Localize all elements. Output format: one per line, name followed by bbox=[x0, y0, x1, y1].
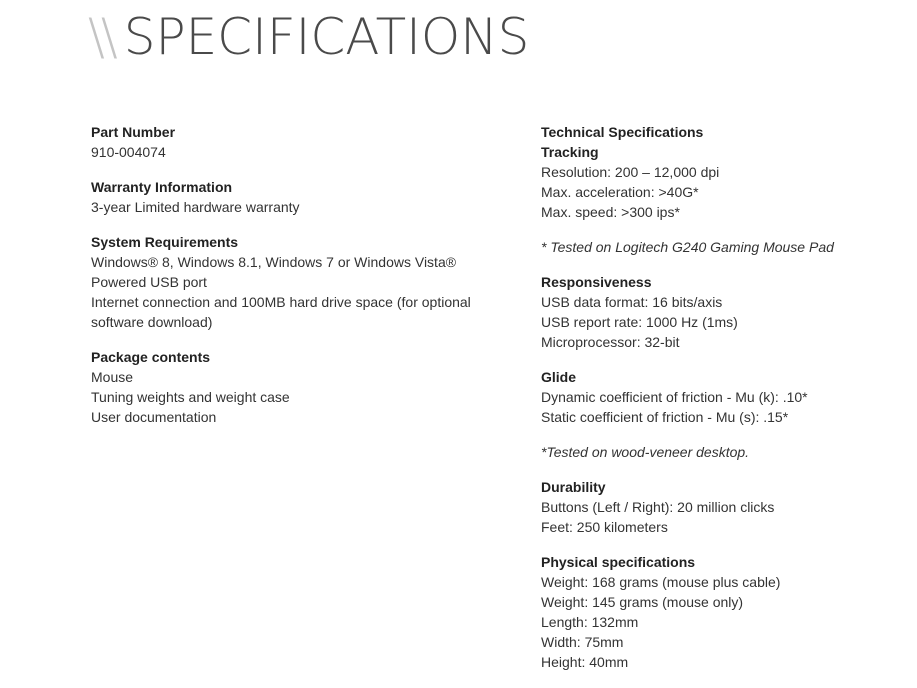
tracking-line: Max. speed: >300 ips* bbox=[541, 204, 680, 220]
part-number-section bbox=[91, 122, 491, 162]
glide-line: Static coefficient of friction - Mu (s): .15* bbox=[541, 409, 789, 425]
warranty-label: Warranty Information bbox=[91, 179, 233, 195]
package-contents-section bbox=[91, 347, 491, 427]
durability-label: Durability bbox=[541, 479, 606, 495]
glide-footnote: *Tested on wood-veneer desktop. bbox=[541, 444, 750, 460]
tracking-label: Tracking bbox=[541, 144, 599, 160]
physical-specifications-line: Weight: 145 grams (mouse only) bbox=[541, 594, 744, 610]
technical-specifications-heading: Technical Specifications bbox=[541, 124, 704, 140]
tracking-line: Resolution: 200 – 12,000 dpi bbox=[541, 164, 720, 180]
physical-specifications-label: Physical specifications bbox=[541, 554, 696, 570]
responsiveness-line: USB report rate: 1000 Hz (1ms) bbox=[541, 314, 738, 330]
specs-right-column bbox=[541, 122, 911, 687]
physical-specifications-line: Width: 75mm bbox=[541, 634, 624, 650]
system-requirements-label: System Requirements bbox=[91, 234, 239, 250]
system-requirements-section bbox=[91, 232, 491, 332]
page-title bbox=[88, 6, 529, 68]
glide-section bbox=[541, 367, 911, 427]
responsiveness-line: Microprocessor: 32-bit bbox=[541, 334, 680, 350]
durability-section bbox=[541, 477, 911, 537]
glide-line: Dynamic coefficient of friction - Mu (k): .10* bbox=[541, 389, 808, 405]
package-contents-item: Mouse bbox=[91, 369, 134, 385]
tracking-section bbox=[541, 122, 911, 222]
system-requirements-line: Powered USB port bbox=[91, 274, 207, 290]
warranty-section bbox=[91, 177, 491, 217]
physical-specifications-line: Height: 40mm bbox=[541, 654, 629, 670]
part-number-label: Part Number bbox=[91, 124, 176, 140]
responsiveness-label: Responsiveness bbox=[541, 274, 652, 290]
system-requirements-line: Windows® 8, Windows 8.1, Windows 7 or Windows Vista® bbox=[91, 254, 457, 270]
warranty-value: 3-year Limited hardware warranty bbox=[91, 199, 300, 215]
physical-specifications-section bbox=[541, 552, 911, 672]
responsiveness-section bbox=[541, 272, 911, 352]
physical-specifications-line: Weight: 168 grams (mouse plus cable) bbox=[541, 574, 781, 590]
glide-label: Glide bbox=[541, 369, 577, 385]
package-contents-item: Tuning weights and weight case bbox=[91, 389, 290, 405]
responsiveness-line: USB data format: 16 bits/axis bbox=[541, 294, 723, 310]
specs-left-column bbox=[91, 122, 491, 442]
part-number-value: 910-004074 bbox=[91, 144, 166, 160]
physical-specifications-line: Length: 132mm bbox=[541, 614, 639, 630]
tracking-line: Max. acceleration: >40G* bbox=[541, 184, 699, 200]
tracking-footnote: * Tested on Logitech G240 Gaming Mouse Pad bbox=[541, 239, 834, 255]
title-slashes: \\ bbox=[88, 8, 114, 66]
title-text: SPECIFICATIONS bbox=[123, 8, 530, 66]
durability-line: Buttons (Left / Right): 20 million clicks bbox=[541, 499, 775, 515]
system-requirements-line: software download) bbox=[91, 314, 213, 330]
durability-line: Feet: 250 kilometers bbox=[541, 519, 668, 535]
system-requirements-line: Internet connection and 100MB hard drive space (for optional bbox=[91, 294, 471, 310]
package-contents-label: Package contents bbox=[91, 349, 211, 365]
package-contents-item: User documentation bbox=[91, 409, 217, 425]
